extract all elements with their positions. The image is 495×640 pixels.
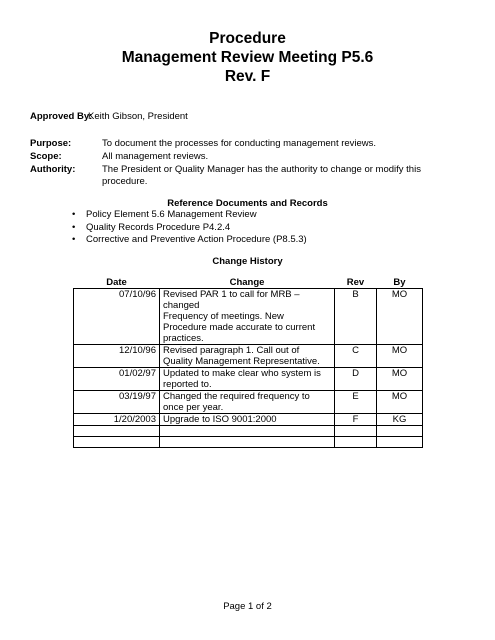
date-cell: 03/19/97 (74, 391, 160, 414)
change-history-heading: Change History (212, 256, 283, 267)
empty-cell (160, 437, 335, 448)
reference-item-text: Corrective and Preventive Action Procedure (P8.5.3) (86, 234, 307, 245)
table-header-row (74, 277, 423, 289)
title-line-1: Procedure (209, 30, 286, 47)
date-cell: 12/10/96 (74, 345, 160, 368)
change-line: changed (163, 300, 200, 311)
rev-cell: E (335, 391, 377, 414)
bullet-icon: • (72, 234, 76, 245)
change-cell (160, 391, 335, 414)
purpose-value: To document the processes for conducting management reviews. (102, 138, 377, 149)
reference-item-text: Quality Records Procedure P4.2.4 (86, 221, 231, 233)
by-cell: MO (377, 345, 423, 368)
table-row (74, 289, 423, 345)
change-line: practices. (163, 333, 204, 344)
scope-label: Scope: (30, 151, 62, 162)
table-row (74, 414, 423, 426)
authority-value-line-1: The President or Quality Manager has the authority to change or modify this (102, 164, 421, 175)
document-title (0, 29, 495, 86)
reference-list (72, 209, 307, 247)
authority-value-line-2: procedure. (102, 176, 148, 187)
purpose-label: Purpose: (30, 138, 72, 149)
reference-item-text: Policy Element 5.6 Management Review (86, 209, 257, 220)
empty-cell (160, 426, 335, 437)
bullet-icon: • (72, 221, 76, 233)
change-line: Updated to make clear who system is (163, 368, 321, 379)
empty-cell (377, 437, 423, 448)
title-line-3: Rev. F (224, 68, 271, 85)
empty-cell (377, 426, 423, 437)
change-header: Change (160, 277, 335, 289)
table-row (74, 368, 423, 391)
by-cell: MO (377, 391, 423, 414)
reference-item (72, 222, 307, 235)
reference-item (72, 234, 307, 247)
rev-cell: D (335, 368, 377, 391)
date-cell: 01/02/97 (74, 368, 160, 391)
rev-cell: B (335, 289, 377, 345)
change-line: Quality Management Representative. (163, 356, 320, 367)
approved-by-label: Approved By: (30, 111, 93, 122)
by-header: By (377, 277, 423, 289)
change-line: Revised paragraph 1. Call out of (163, 345, 300, 356)
date-cell: 1/20/2003 (74, 414, 160, 426)
approved-by-value: Keith Gibson, President (88, 111, 188, 122)
rev-header: Rev (335, 277, 377, 289)
rev-cell: C (335, 345, 377, 368)
empty-table-row (74, 426, 423, 437)
change-line: Upgrade to ISO 9001:2000 (163, 414, 277, 425)
change-line: once per year. (163, 402, 224, 413)
empty-cell (74, 437, 160, 448)
reference-heading: Reference Documents and Records (167, 198, 328, 209)
change-history-table (73, 277, 423, 448)
reference-item (72, 209, 307, 222)
by-cell: KG (377, 414, 423, 426)
authority-label: Authority: (30, 164, 76, 175)
change-line: Frequency of meetings. New (163, 311, 284, 322)
by-cell: MO (377, 368, 423, 391)
empty-cell (74, 426, 160, 437)
scope-value: All management reviews. (102, 151, 209, 162)
change-line: Procedure made accurate to current (163, 322, 316, 333)
title-line-2: Management Review Meeting P5.6 (121, 49, 374, 66)
change-cell (160, 414, 335, 426)
bullet-icon: • (72, 209, 76, 220)
date-cell: 07/10/96 (74, 289, 160, 345)
page-number: Page 1 of 2 (223, 601, 272, 612)
empty-table-row (74, 437, 423, 448)
date-header: Date (74, 277, 160, 289)
change-cell (160, 289, 335, 345)
rev-cell: F (335, 414, 377, 426)
change-cell (160, 345, 335, 368)
change-line: Revised PAR 1 to call for MRB – (163, 289, 300, 300)
empty-cell (335, 437, 377, 448)
empty-cell (335, 426, 377, 437)
by-cell: MO (377, 289, 423, 345)
table-row (74, 345, 423, 368)
change-line: Changed the required frequency to (163, 391, 310, 402)
table-row (74, 391, 423, 414)
change-cell (160, 368, 335, 391)
change-line: reported to. (163, 379, 212, 390)
